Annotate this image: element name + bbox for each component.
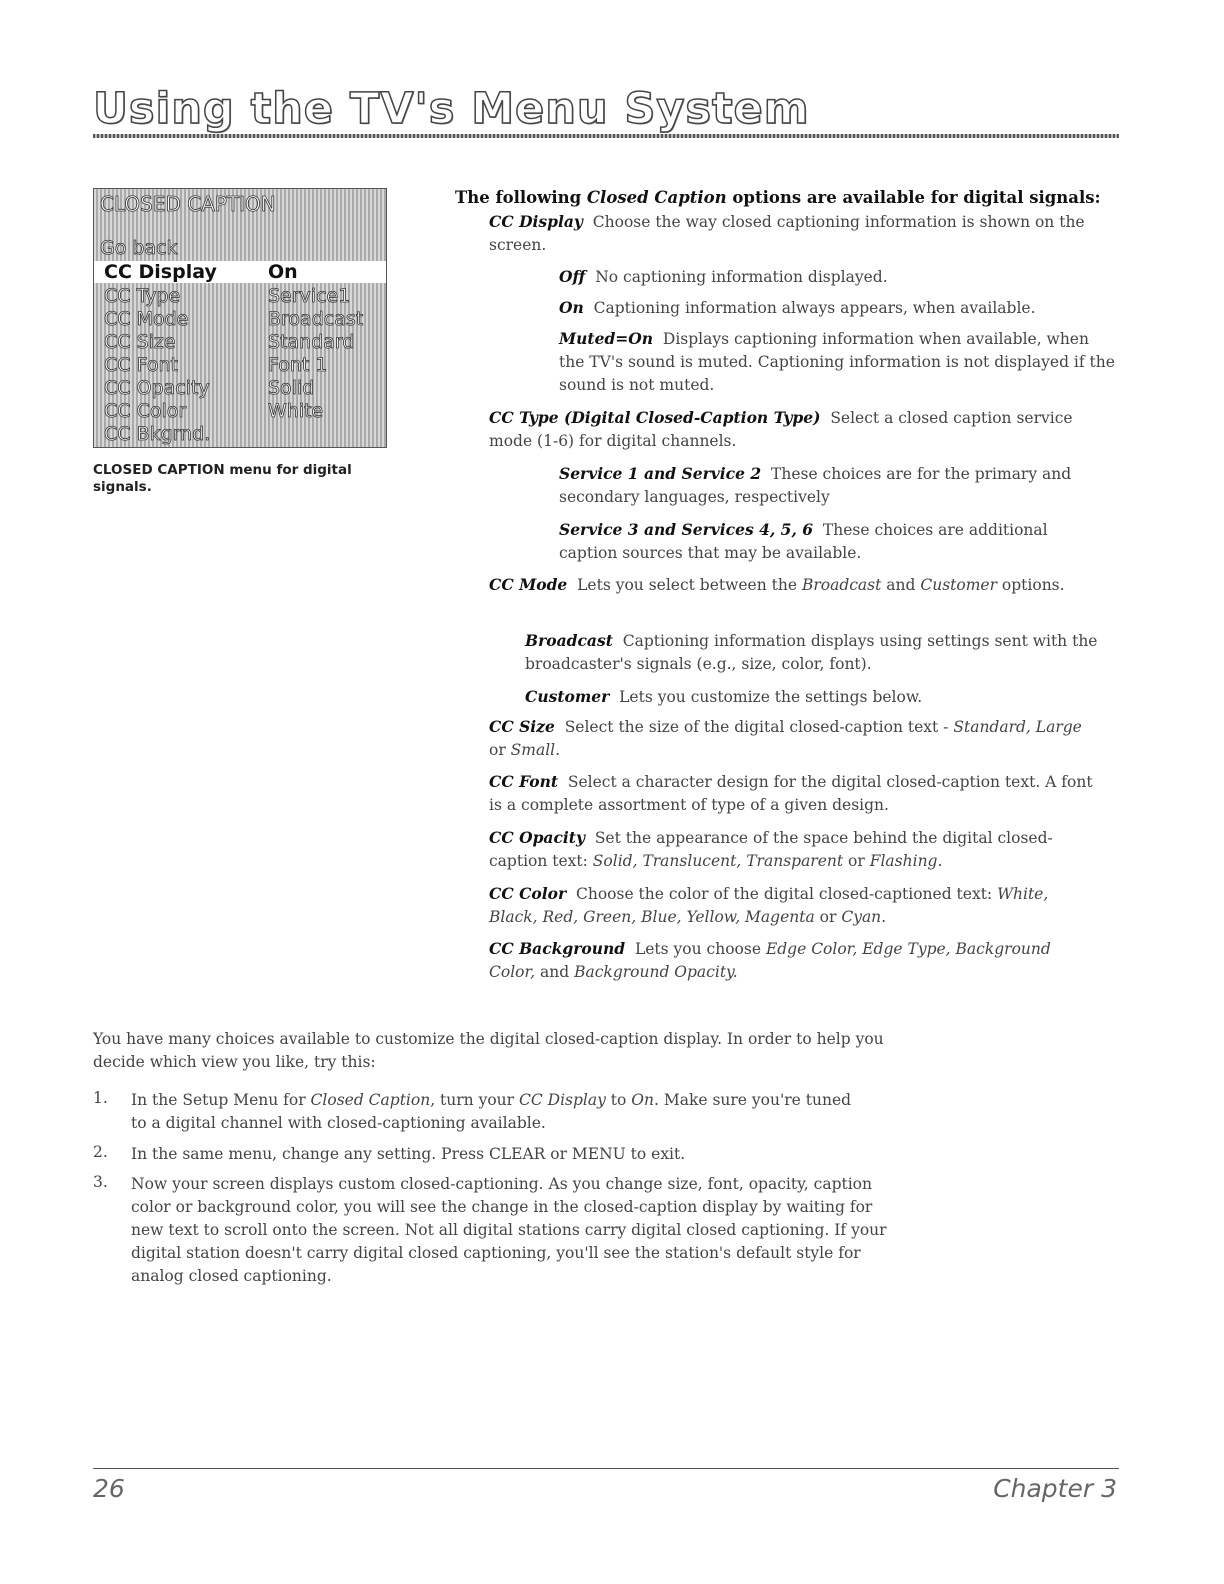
page-title: Using the TV's Menu System [93,84,810,134]
muted-entry: Muted=On Displays captioning information when available, when the TV's sound is muted. Captioning information is not displayed if the sound is not muted. [559,329,1115,394]
chapter-label: Chapter 3 [993,1474,1117,1503]
footer-rule [93,1468,1119,1469]
intro-paragraph: You have many choices available to customize the digital closed-caption display. In order to help you decide which view you like, try this: [93,1030,884,1071]
service3-entry: Service 3 and Services 4, 5, 6 These choices are additional caption sources that may be available. [559,520,1048,562]
cc-display-entry: CC Display Choose the way closed captioning information is shown on the screen. [489,212,1085,254]
menu-row-cc-mode: CC Mode Broadcast [104,308,364,330]
menu-row-cc-color: CC Color White [104,400,324,422]
step-3-number: 3. [93,1173,108,1191]
on-entry: On Captioning information always appears, when available. [559,298,1036,317]
menu-row-cc-type: CC Type Service1 [104,285,351,307]
step-3-text: Now your screen displays custom closed-captioning. As you change size, font, opacity, caption color or background color, you will see the change in the closed-caption display by waiting for new text to scroll onto the screen. Not all digital stations carry digital closed captioning. If your digital station doesn't carry digital closed captioning, you'll see the station's default style for analog closed captioning. [131,1175,887,1285]
cc-font-entry: CC Font Select a character design for the digital closed-caption text. A font is a complete assortment of type of a given design. [489,772,1093,814]
broadcast-entry: Broadcast Captioning information displays using settings sent with the broadcaster's signals (e.g., size, color, font). [525,631,1098,673]
step-1-number: 1. [93,1089,108,1107]
cc-mode-entry: CC Mode Lets you select between the Broadcast and Customer options. [489,575,1065,594]
cc-opacity-entry: CC Opacity Set the appearance of the space behind the digital closed-caption text: Solid, Translucent, Transparent or Flashing. [489,828,1053,870]
cc-type-entry: CC Type (Digital Closed-Caption Type) Select a closed caption service mode (1-6) for digital channels. [489,408,1073,450]
cc-color-entry: CC Color Choose the color of the digital closed-captioned text: White, Black, Red, Green, Blue, Yellow, Magenta or Cyan. [489,884,1049,926]
cc-background-entry: CC Background Lets you choose Edge Color, Edge Type, Background Color, and Background Opacity. [489,939,1051,981]
menu-title: CLOSED CAPTION [100,192,276,216]
menu-row-cc-size: CC Size Standard [104,331,355,353]
page-number: 26 [93,1474,125,1503]
closed-caption-menu [93,188,387,448]
options-heading: The following Closed Caption options are available for digital signals: [455,188,1101,207]
menu-row-cc-bkgrnd: CC Bkgrnd. [104,423,211,445]
step-1-text: In the Setup Menu for Closed Caption, turn your CC Display to On. Make sure you're tuned to a digital channel with closed-captioning available. [131,1091,852,1132]
menu-row-cc-display: CC Display On [94,261,386,283]
menu-row-cc-opacity: CC Opacity Solid [104,377,315,399]
customer-entry: Customer Lets you customize the settings below. [525,687,923,706]
step-2-text: In the same menu, change any setting. Press CLEAR or MENU to exit. [131,1145,686,1163]
cc-size-entry: CC Size Select the size of the digital closed-caption text - Standard, Large or Small. [489,717,1082,759]
step-2-number: 2. [93,1143,108,1161]
off-entry: Off No captioning information displayed. [559,267,888,286]
service12-entry: Service 1 and Service 2 These choices are for the primary and secondary languages, respectively [559,464,1072,506]
menu-go-back: Go back [100,237,178,259]
figure-caption: CLOSED CAPTION menu for digital signals. [93,462,352,495]
menu-row-cc-font: CC Font Font 1 [104,354,328,376]
title-rule [93,134,1119,138]
